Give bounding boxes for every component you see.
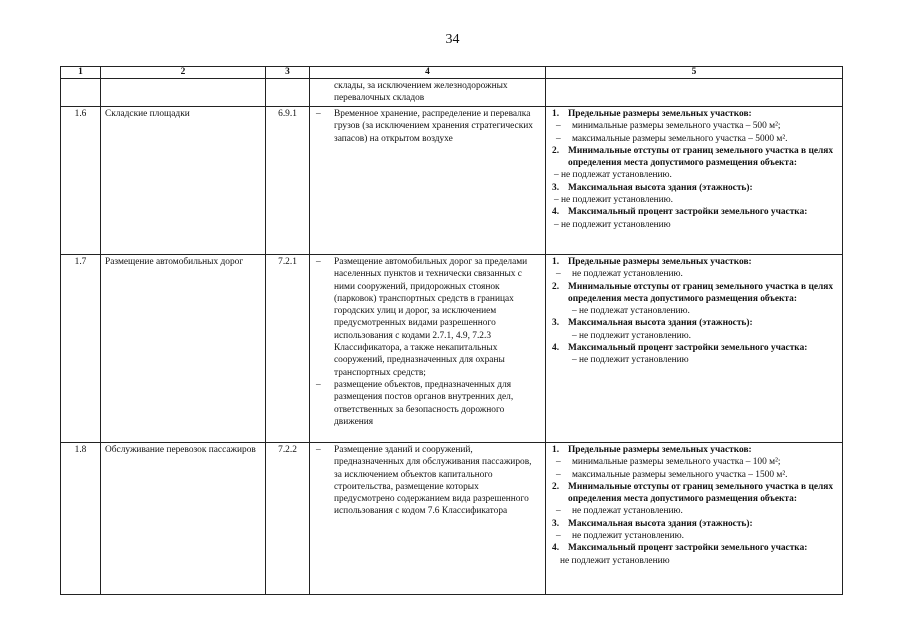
param-heading: 4. Максимальный процент застройки земельного участка: bbox=[552, 207, 808, 218]
param-value: – не подлежит установлению bbox=[554, 219, 671, 230]
param-heading: 2. Минимальные отступы от границ земельного участка в целях определения места допустимого размещения объекта: bbox=[552, 281, 834, 304]
table-row bbox=[61, 107, 843, 255]
param-heading: 2. Минимальные отступы от границ земельного участка в целях определения места допустимого размещения объекта: bbox=[552, 481, 834, 505]
description-item: – Размещение зданий и сооружений, предназначенных для обслуживания пассажиров, за исключением объектов капитального строительства, размещение которых предусмотрено содержанием вида разрешенного использования с кодом 7.6 Классификатора bbox=[314, 444, 541, 518]
table-row-continuation bbox=[61, 79, 843, 107]
cell-code: 7.2.1 bbox=[266, 255, 310, 443]
param-heading: 1. Предельные размеры земельных участков: bbox=[552, 257, 752, 267]
param-heading: 3. Максимальная высота здания (этажность): bbox=[552, 182, 753, 193]
header-col-1: 1 bbox=[61, 67, 101, 79]
param-value: не подлежит установлению bbox=[560, 555, 670, 566]
cell-num bbox=[61, 79, 101, 107]
cell-description bbox=[310, 255, 546, 443]
param-value: – не подлежат установлению. bbox=[554, 170, 672, 181]
cell-code bbox=[266, 79, 310, 107]
param-heading: 2. Минимальные отступы от границ земельного участка в целях определения места допустимого размещения объекта: bbox=[552, 145, 834, 169]
description-text: склады, за исключением железнодорожных перевалочных складов bbox=[334, 81, 508, 104]
param-value: – не подлежат установлению. bbox=[556, 506, 683, 517]
zoning-table bbox=[60, 66, 843, 595]
cell-num: 1.6 bbox=[61, 107, 101, 255]
cell-num: 1.8 bbox=[61, 443, 101, 595]
param-heading: 1. Предельные размеры земельных участков: bbox=[552, 445, 752, 455]
param-heading: 3. Максимальная высота здания (этажность): bbox=[552, 318, 753, 329]
param-value: – максимальные размеры земельного участка – 5000 м². bbox=[556, 133, 788, 144]
cell-description bbox=[310, 107, 546, 255]
cell-name: Размещение автомобильных дорог bbox=[101, 255, 266, 443]
param-value: – максимальные размеры земельного участка – 1500 м². bbox=[556, 469, 788, 480]
description-item: – размещение объектов, предназначенных для размещения постов органов внутренних дел, ответственных за безопасность дорожного движения bbox=[314, 379, 541, 428]
param-heading: 4. Максимальный процент застройки земельного участка: bbox=[552, 343, 808, 354]
cell-params bbox=[546, 255, 843, 443]
param-value: – не подлежит установлению. bbox=[556, 531, 684, 542]
param-value: – минимальные размеры земельного участка – 100 м²; bbox=[556, 457, 781, 468]
param-value: – не подлежит установлению bbox=[572, 355, 689, 366]
page-number: 34 bbox=[445, 32, 460, 47]
cell-name: Обслуживание перевозок пассажиров bbox=[101, 443, 266, 595]
cell-params bbox=[546, 79, 843, 107]
param-value: – не подлежат установлению. bbox=[556, 269, 683, 280]
cell-params bbox=[546, 107, 843, 255]
param-heading: 4. Максимальный процент застройки земельного участка: bbox=[552, 543, 808, 554]
table-row bbox=[61, 443, 843, 595]
param-heading: 3. Максимальная высота здания (этажность): bbox=[552, 518, 753, 529]
header-col-4: 4 bbox=[310, 67, 546, 79]
cell-params bbox=[546, 443, 843, 595]
header-col-5: 5 bbox=[546, 67, 843, 79]
param-value: – не подлежит установлению. bbox=[554, 195, 673, 206]
cell-num: 1.7 bbox=[61, 255, 101, 443]
cell-name: Складские площадки bbox=[101, 107, 266, 255]
param-value: – минимальные размеры земельного участка – 500 м²; bbox=[556, 121, 781, 132]
header-col-3: 3 bbox=[266, 67, 310, 79]
param-value: – не подлежат установлению. bbox=[572, 306, 690, 317]
cell-name bbox=[101, 79, 266, 107]
description-item: – Размещение автомобильных дорог за пределами населенных пунктов и технически связанных с ними сооружений, придорожных стоянок (парковок) транспортных средств в границах городских улиц и дорог, за исключением предусмотренных видами разрешенного использования с кодами 2.7.1, 4.9, 7.2.3 Классификатора, а также некапитальных сооружений, предназначенных для охраны транспортных средств; bbox=[314, 256, 541, 379]
cell-code: 6.9.1 bbox=[266, 107, 310, 255]
cell-code: 7.2.2 bbox=[266, 443, 310, 595]
header-col-2: 2 bbox=[101, 67, 266, 79]
cell-description bbox=[310, 443, 546, 595]
cell-description bbox=[310, 79, 546, 107]
header-row bbox=[61, 67, 843, 79]
param-value: – не подлежит установлению. bbox=[572, 330, 691, 341]
param-heading: 1. Предельные размеры земельных участков: bbox=[552, 109, 752, 119]
table-row bbox=[61, 255, 843, 443]
description-item: – Временное хранение, распределение и перевалка грузов (за исключением хранения стратегических запасов) на открытом воздухе bbox=[314, 108, 541, 145]
